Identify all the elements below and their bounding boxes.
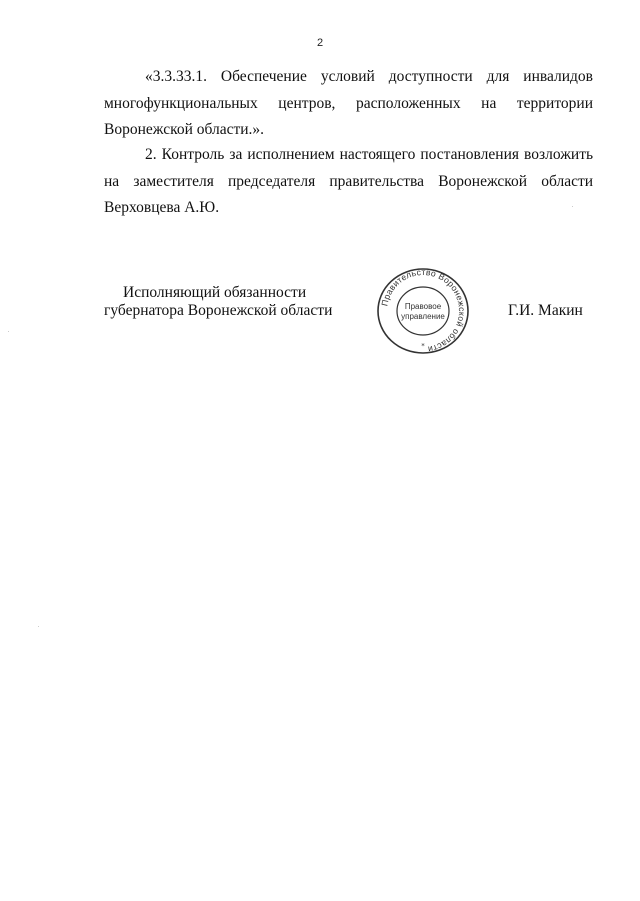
word: Обеспечение [220, 68, 307, 85]
word: центров, [278, 94, 336, 112]
word: постановления [420, 146, 520, 163]
scan-speck [572, 206, 573, 207]
word: области [541, 172, 594, 190]
word: условий [320, 68, 375, 85]
word: на [104, 172, 120, 190]
seal-center-text-1: Правовое [404, 302, 442, 311]
paragraph-line [104, 169, 593, 196]
word: правительства [329, 172, 425, 190]
seal-ring-text: Правительство Воронежской области [379, 267, 468, 355]
word: территории [516, 94, 594, 112]
word: инвалидов [523, 68, 593, 85]
signatory-position-line: губернатора Воронежской области [104, 302, 333, 319]
word: на [481, 94, 497, 112]
word: заместителя [133, 172, 214, 190]
word: настоящего [339, 146, 416, 163]
seal-inner-ring [397, 287, 449, 335]
signatory-position [104, 284, 344, 320]
paragraph-item-2-control [104, 142, 593, 222]
word: председателя [228, 172, 316, 190]
word: за [229, 146, 243, 163]
word: Воронежской [438, 172, 528, 190]
seal-star-icon: * [421, 342, 425, 350]
official-seal-stamp [376, 267, 470, 355]
paragraph-line [104, 117, 593, 144]
paragraph-line [104, 142, 593, 169]
word: 2. [145, 146, 157, 163]
signatory-position-line: Исполняющий обязанности [123, 284, 307, 301]
seal-center-text-2: управление [401, 312, 445, 321]
word: многофункциональных [104, 94, 258, 112]
paragraph-line [104, 64, 593, 91]
paragraph-item-3-3-33-1 [104, 64, 593, 144]
word: доступности [388, 68, 473, 85]
word: расположенных [356, 94, 461, 112]
word: Контроль [161, 146, 225, 163]
word: возложить [524, 146, 594, 163]
signer-name: Г.И. Макин [508, 302, 583, 319]
word: исполнением [247, 146, 335, 163]
paragraph-line [104, 91, 593, 118]
page-number: 2 [316, 37, 324, 49]
word: Верховцева А.Ю. [104, 199, 220, 216]
word: «3.3.33.1. [145, 68, 207, 85]
word: Воронежской области.». [104, 121, 265, 138]
scan-speck [38, 626, 39, 627]
scan-speck [8, 331, 9, 332]
word: для [486, 68, 510, 85]
paragraph-line [104, 195, 593, 222]
